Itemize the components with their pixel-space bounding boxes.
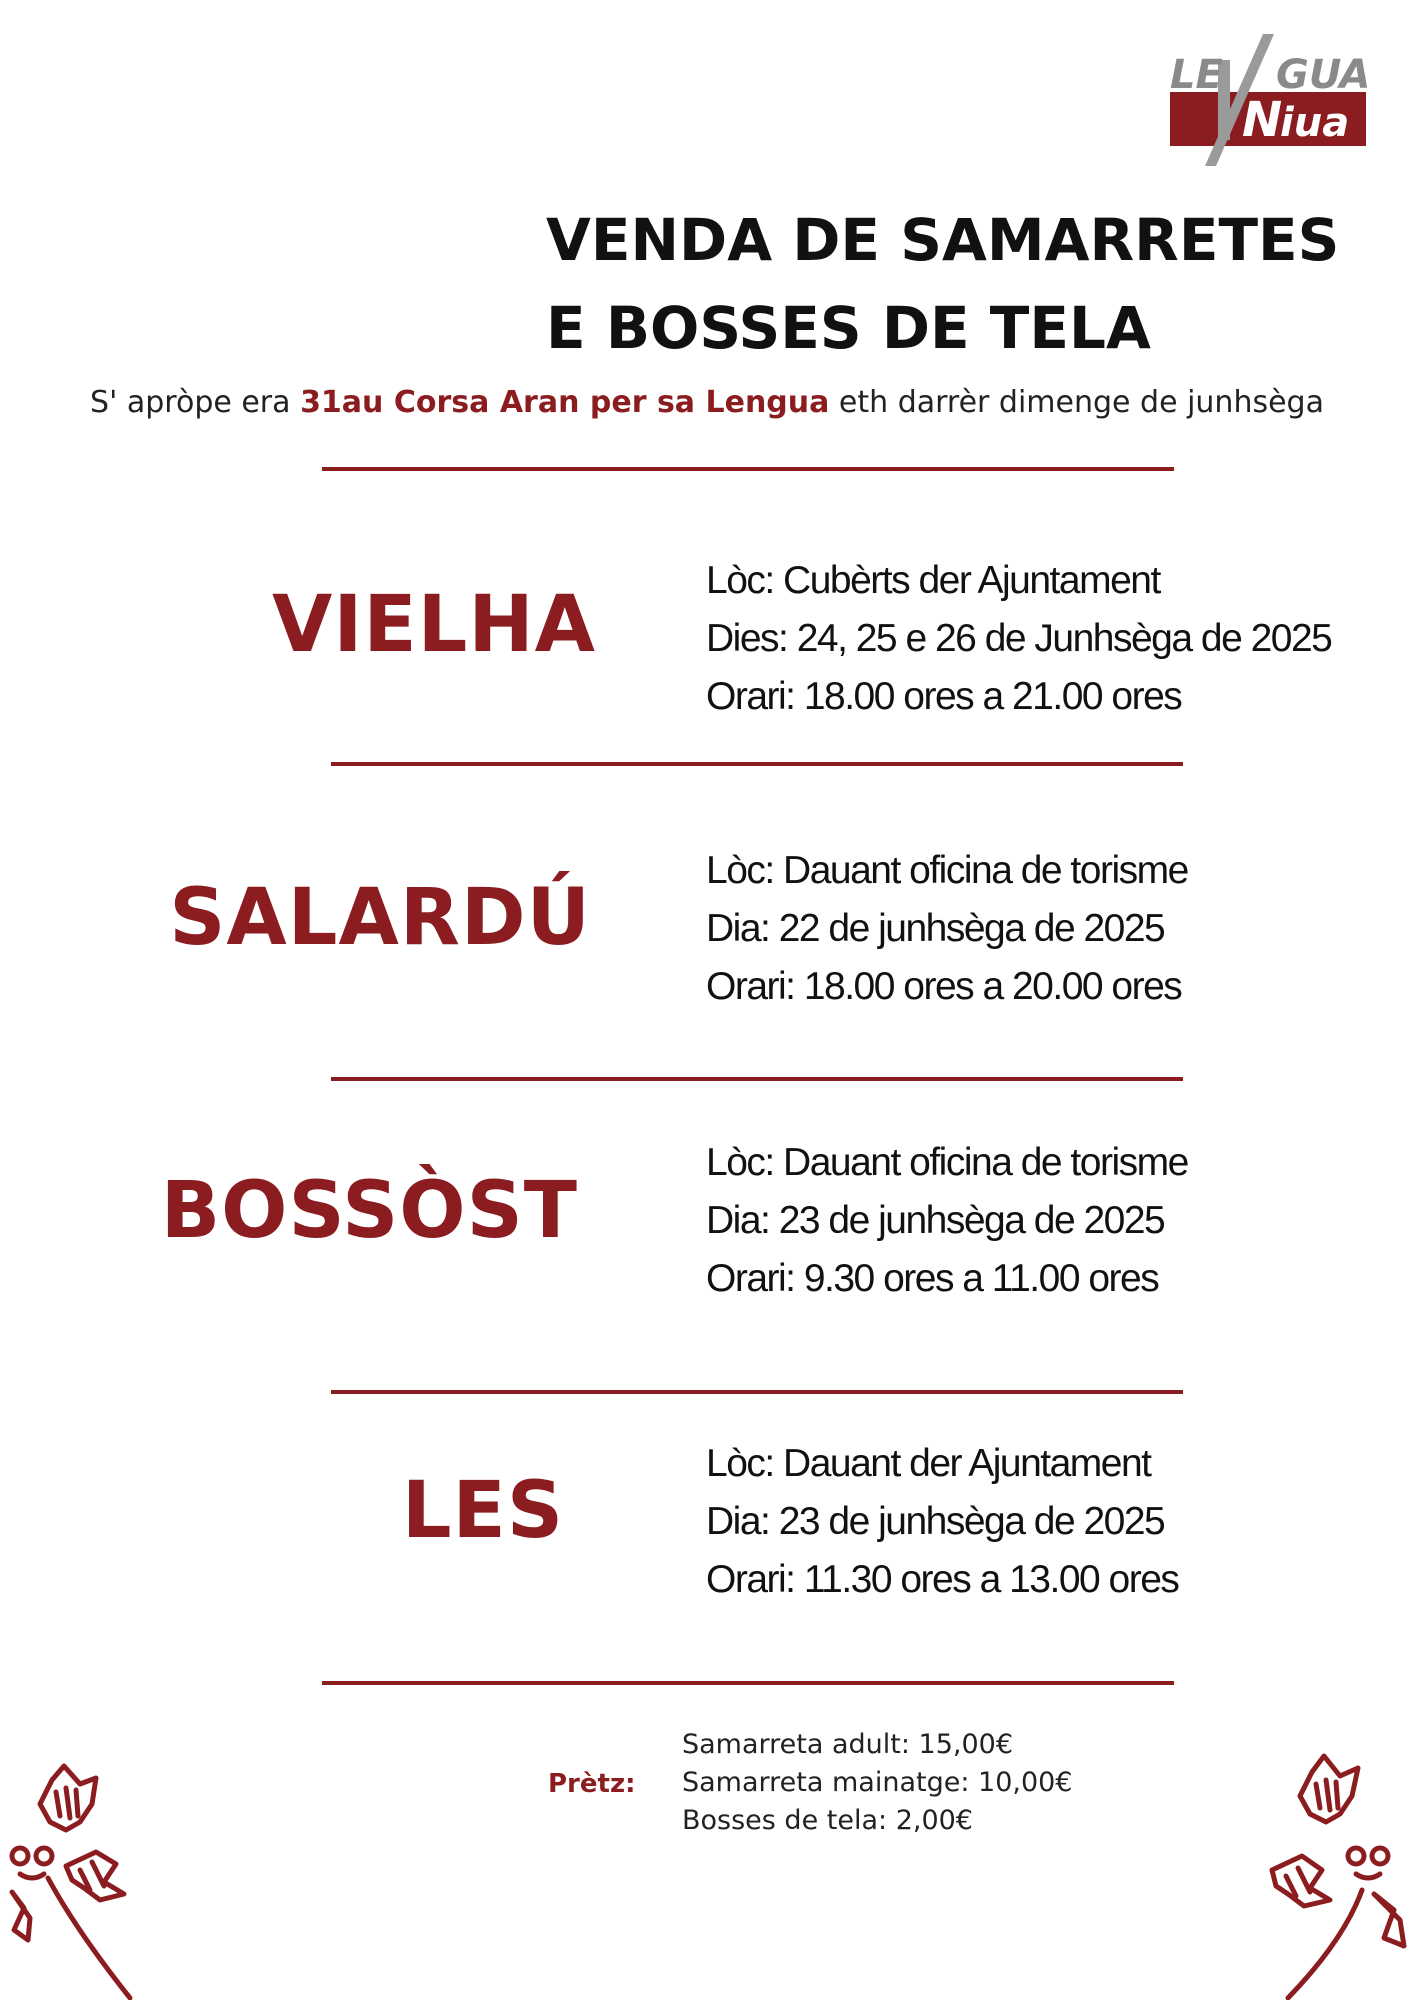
venue-dates: Dies: 24, 25 e 26 de Junhsèga de 2025: [706, 617, 1332, 660]
venue-dates: Dia: 22 de junhsèga de 2025: [706, 907, 1165, 950]
logo-text-le: LE: [1170, 52, 1223, 98]
logo-text-gua: GUA: [1276, 52, 1371, 98]
venue-dates: Dia: 23 de junhsèga de 2025: [706, 1199, 1165, 1242]
flower-decoration-right: [1254, 1750, 1414, 2000]
venue-dates: Dia: 23 de junhsèga de 2025: [706, 1500, 1165, 1543]
venue-les-info: [706, 1435, 1178, 1609]
subtitle: [0, 385, 1414, 420]
town-les: LES: [401, 1466, 564, 1556]
divider: [331, 1077, 1183, 1081]
venue-vielha-info: [706, 552, 1331, 726]
subtitle-before: S' apròpe era: [90, 385, 301, 420]
price-item: Bosses de tela: 2,00€: [682, 1805, 973, 1836]
divider: [322, 1681, 1174, 1685]
venue-hours: Orari: 9.30 ores a 11.00 ores: [706, 1257, 1159, 1300]
town-vielha: VIELHA: [271, 580, 596, 670]
venue-place: Lòc: Dauant der Ajuntament: [706, 1442, 1151, 1485]
title-line-2: E BOSSES DE TELA: [546, 294, 1151, 362]
subtitle-after: eth darrèr dimenge de junhsèga: [829, 385, 1324, 420]
divider: [331, 762, 1183, 766]
price-item: Samarreta mainatge: 10,00€: [682, 1767, 1073, 1798]
divider: [322, 467, 1174, 471]
page-title: [546, 196, 1339, 372]
town-bossost: BOSSÒST: [160, 1166, 578, 1256]
venue-hours: Orari: 11.30 ores a 13.00 ores: [706, 1558, 1179, 1601]
venue-place: Lòc: Cubèrts der Ajuntament: [706, 559, 1160, 602]
subtitle-highlight: 31au Corsa Aran per sa Lengua: [300, 385, 830, 420]
venue-hours: Orari: 18.00 ores a 20.00 ores: [706, 965, 1182, 1008]
price-list: [682, 1726, 1073, 1840]
price-item: Samarreta adult: 15,00€: [682, 1729, 1014, 1760]
flower-decoration-left: [0, 1760, 170, 2000]
venue-place: Lòc: Dauant oficina de torisme: [706, 849, 1188, 892]
venue-place: Lòc: Dauant oficina de torisme: [706, 1141, 1188, 1184]
lengua-viua-logo: [1158, 30, 1378, 170]
venue-bossost-info: [706, 1134, 1188, 1308]
price-label: Prètz:: [548, 1769, 636, 1799]
divider: [331, 1390, 1183, 1394]
title-line-1: VENDA DE SAMARRETES: [546, 206, 1340, 274]
town-salardu: SALARDÚ: [169, 873, 591, 963]
logo-text-n: N: [1242, 92, 1283, 148]
venue-hours: Orari: 18.00 ores a 21.00 ores: [706, 675, 1182, 718]
venue-salardu-info: [706, 842, 1188, 1016]
logo-text-iua: iua: [1280, 100, 1350, 146]
